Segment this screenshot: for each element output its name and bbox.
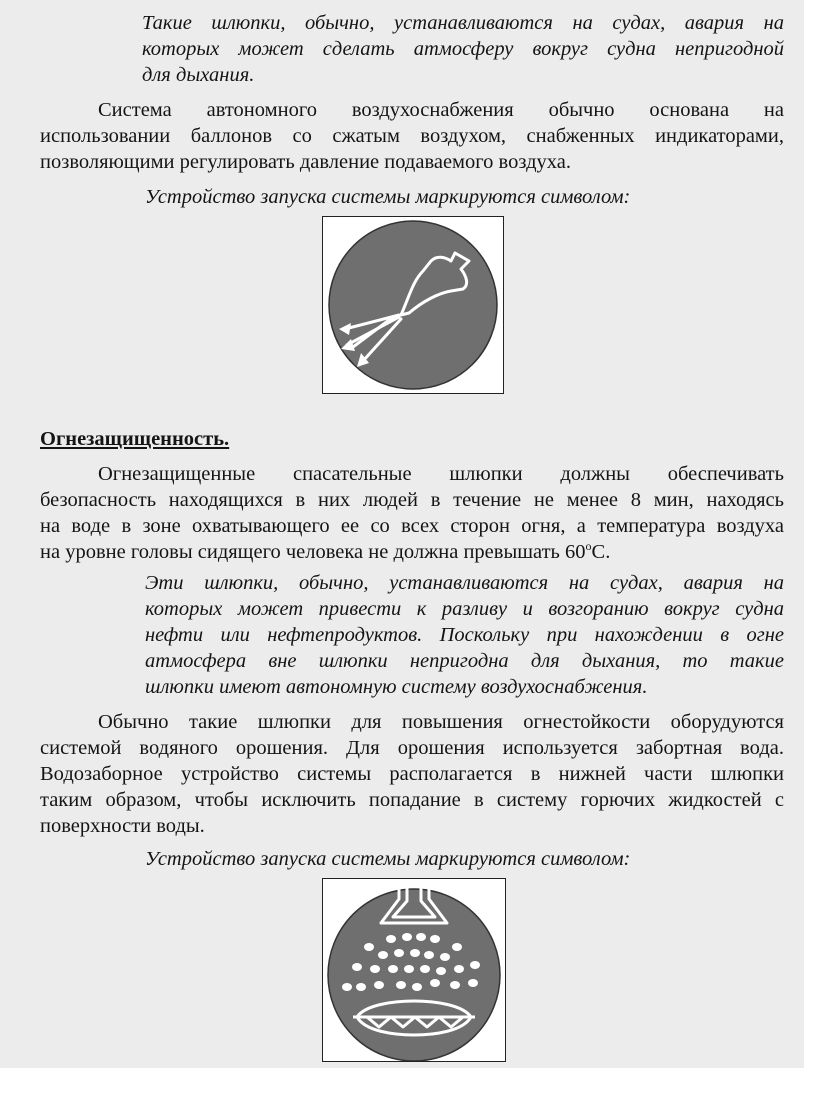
symbol-caption: Устройство запуска системы маркируются символом: [145, 186, 631, 208]
text-line: на уровне головы сидящего человека не должна превышать $60^оС$. [40, 539, 611, 563]
text-line: для дыхания. [142, 64, 255, 86]
text-line: на воде в зоне охватывающего ее со всех сторон огня, а температура воздуха [40, 515, 784, 537]
text-line: использовании баллонов со сжатым воздухом, снабженных индикаторами, [40, 125, 784, 147]
text-line: которых может привести к разливу и возгоранию вокруг судна [145, 598, 784, 620]
text-line: Эти шлюпки, обычно, устанавливаются на судах, авария на [145, 572, 784, 594]
air-supply-symbol-icon [322, 216, 504, 394]
text-line: поверхности воды. [40, 815, 205, 837]
text-line: Система автономного воздухоснабжения обычно основана на [98, 99, 784, 121]
text-line: Обычно такие шлюпки для повышения огнестойкости оборудуются [98, 711, 784, 733]
text-line: шлюпки имеют автономную систему воздухоснабжения. [145, 676, 648, 698]
text-line: Водозаборное устройство системы располагается в нижней части шлюпки [40, 763, 784, 785]
text-line: атмосфера вне шлюпки непригодна для дыхания, то такие [145, 650, 784, 672]
text-line: системой водяного орошения. Для орошения используется забортная вода. [40, 737, 784, 759]
symbol-caption: Устройство запуска системы маркируются символом: [145, 848, 631, 870]
text-line: которых может сделать атмосферу вокруг судна непригодной [142, 38, 784, 60]
section-heading: Огнезащищенность. [40, 428, 230, 450]
text-line: Такие шлюпки, обычно, устанавливаются на судах, авария на [142, 12, 784, 34]
text-line: позволяющими регулировать давление подаваемого воздуха. [40, 151, 571, 173]
text-line: Огнезащищенные спасательные шлюпки должны обеспечивать [98, 463, 784, 485]
text-line: нефти или нефтепродуктов. Поскольку при нахождении в огне [145, 624, 784, 646]
water-spray-symbol-icon [322, 878, 506, 1062]
text-line: таким образом, чтобы исключить попадание в систему горючих жидкостей с [40, 789, 784, 811]
text-line: безопасность находящихся в них людей в течение не менее 8 мин, находясь [40, 489, 784, 511]
